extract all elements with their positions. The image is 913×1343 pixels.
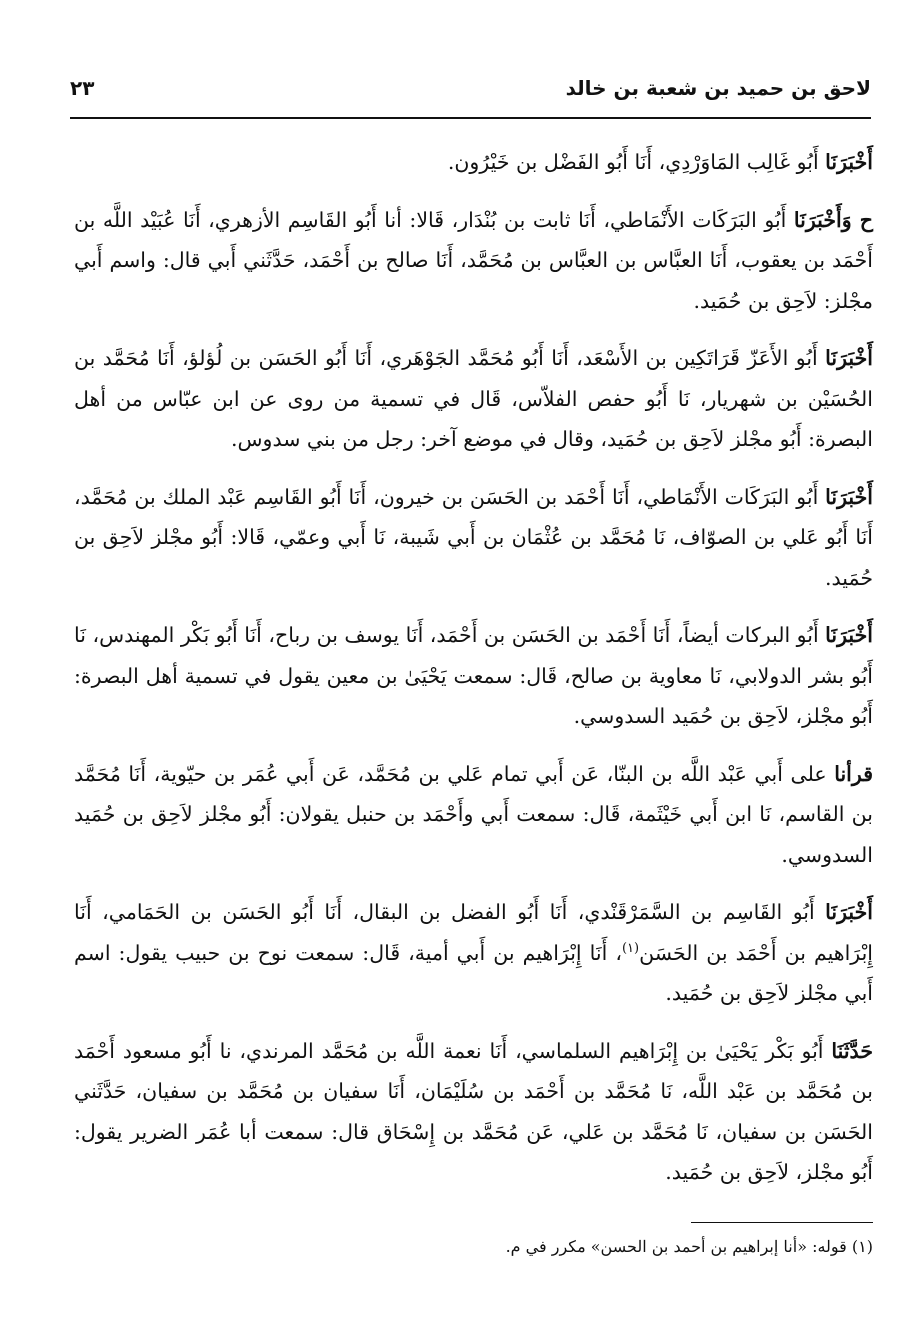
- narration-keyword: أَخْبَرَنَا: [825, 150, 873, 174]
- paragraph: [74, 477, 873, 599]
- narration-keyword: أَخْبَرَنَا: [825, 623, 873, 647]
- paragraph: [74, 142, 873, 183]
- paragraph-text: أَبُو البَرَكَات الأَنْمَاطي، أَنَا أَحْمَد بن الحَسَن بن خيرون، أَنَا أَبُو القَاسِم عَبْد الملك بن مُحَمَّد، أَنَا أَبُو عَلي بن الصوّاف، نَا مُحَمَّد بن عُثْمَان بن أَبي شَيبة، نَا أَبي وعمّي، قَالا: أَبُو مجْلز لاَحِق بن حُمَيد.: [74, 484, 873, 590]
- page-number: ٢٣: [70, 76, 95, 100]
- running-title: لاحق بن حميد بن شعبة بن خالد: [565, 76, 871, 100]
- paragraph: [74, 754, 873, 876]
- header-rule: [70, 117, 871, 119]
- paragraph-text: ، أَنَا إِبْرَاهيم بن أَبي أمية، قَال: سمعت نوح بن حبيب يقول: اسم أَبي مجْلز لاَحِق بن حُمَيد.: [74, 940, 873, 1005]
- paragraph-text: أَبُو البَرَكَات الأَنْمَاطي، أَنَا ثابت بن بُنْدَار، قَالا: أنا أَبُو القَاسِم الأزهري، أَنَا عُبَيْد اللَّه بن أَحْمَد بن يعقوب، أَنَا العبَّاس بن العبَّاس بن مُحَمَّد، أَنَا صالح بن أَحْمَد، حَدَّثَني أَبي قال: واسم أَبي مجْلز: لاَحِق بن حُمَيد.: [74, 207, 873, 313]
- paragraph-text: أَبُو الأَعَزّ قَرَاتَكِين بن الأَسْعَد، أَنَا أَبُو مُحَمَّد الجَوْهَري، أَنَا أَبُو الحَسَن بن لُؤلؤ، أَنَا مُحَمَّد بن الحُسَيْن بن شهريار، نَا أَبُو حفص الفلاّس، قَال في تسمية من روى عن ابن عبّاس من أهل البصرة: أَبُو مجْلز لاَحِق بن حُمَيد، وقال في موضع آخر: رجل من بني سدوس.: [74, 346, 873, 451]
- paragraph: [74, 1031, 873, 1193]
- main-text: [74, 142, 873, 1210]
- paragraph: [74, 200, 873, 322]
- narration-keyword: أَخْبَرَنَا: [825, 484, 873, 509]
- paragraph-text: أَبُو البركات أيضاً، أَنَا أَحْمَد بن الحَسَن بن أَحْمَد، أَنَا يوسف بن رباح، أَنَا أَبُو بَكْر المهندس، نَا أَبُو بشر الدولابي، نَا معاوية بن صالح، قَال: سمعت يَحْيَىٰ بن معين يقول في تسمية أهل البصرة: أَبُو مجْلز، لاَحِق بن حُمَيد السدوسي.: [74, 623, 873, 728]
- paragraph: [74, 892, 873, 1014]
- paragraph-text: على أَبي عَبْد اللَّه بن البنّا، عَن أَبي تمام عَلي بن مُحَمَّد، عَن أَبي عُمَر بن حيّوية، أَنَا مُحَمَّد بن القاسم، نَا ابن أَبي خَيْثَمة، قَال: سمعت أَبي وأَحْمَد بن حنبل يقولان: أَبُو مجْلز لاَحِق بن حُمَيد السدوسي.: [74, 761, 873, 867]
- paragraph-text: أَبُو غَالِب المَاوَرْدِي، أَنَا أَبُو الفَضْل بن خَيْرُون.: [447, 150, 826, 174]
- footnote-rule: [691, 1222, 873, 1223]
- paragraph: [74, 338, 873, 460]
- narration-keyword: أَخْبَرَنَا: [825, 900, 873, 924]
- paragraph-text: أَبُو القَاسِم بن السَّمَرْقَنْدي، أَنَا أَبُو الفضل بن البقال، أَنَا أَبُو الحَسَن بن الحَمَامي، أَنَا إِبْرَاهيم بن أَحْمَد بن الحَسَن: [74, 900, 873, 965]
- narration-keyword: أَخْبَرَنَا: [825, 346, 873, 370]
- footnote-reference[interactable]: (١): [621, 940, 640, 956]
- paragraph-text: أَبُو بَكْر يَحْيَىٰ بن إِبْرَاهيم السلماسي، أَنَا نعمة اللَّه بن مُحَمَّد المرندي، نا أَبُو مسعود أَحْمَد بن مُحَمَّد بن عَبْد اللَّه، نَا مُحَمَّد بن أَحْمَد بن سُلَيْمَان، أَنَا سفيان بن مُحَمَّد بن سفيان، حَدَّثَني الحَسَن بن سفيان، نَا مُحَمَّد بن عَلي، عَن مُحَمَّد بن إِسْحَاق قال: سمعت أبا عُمَر الضرير يقول: أَبُو مجْلز، لاَحِق بن حُمَيد.: [74, 1038, 873, 1184]
- narration-keyword: قرأنا: [834, 761, 873, 786]
- narration-keyword: حَدَّثَنَا: [831, 1038, 873, 1063]
- narration-keyword: ح وَأَخْبَرَنَا: [793, 207, 873, 232]
- footnote: (١) قوله: «أنا إبراهيم بن أحمد بن الحسن» مكرر في م.: [505, 1237, 873, 1256]
- paragraph: [74, 615, 873, 737]
- page-header: [70, 72, 871, 112]
